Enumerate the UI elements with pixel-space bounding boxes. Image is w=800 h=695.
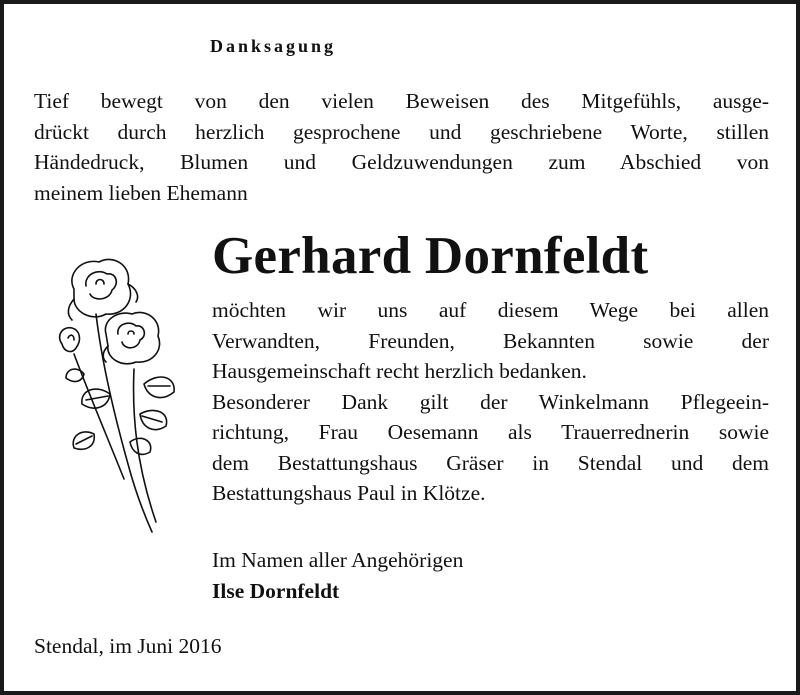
- closing-block: [212, 545, 463, 607]
- intro-line: meinem lieben Ehemann: [34, 180, 248, 205]
- intro-line: Händedruck, Blumen und Geldzuwendungen zum Abschied von: [34, 150, 769, 174]
- closing-text: Im Namen aller Angehörigen: [212, 548, 464, 572]
- body-line: Bestattungshaus Paul in Klötze.: [212, 481, 486, 505]
- body-line: Hausgemeinschaft recht herzlich bedanken.: [212, 359, 587, 383]
- heading: Danksagung: [210, 36, 337, 56]
- body-line: möchten wir uns auf diesem Wege bei allen: [212, 298, 769, 322]
- intro-paragraph: [34, 86, 769, 208]
- roses-icon: [44, 244, 184, 544]
- body-paragraph: [212, 295, 769, 509]
- place-date: Stendal, im Juni 2016: [34, 634, 222, 658]
- signer-name: Ilse Dornfeldt: [212, 579, 340, 603]
- intro-line: drückt durch herzlich gesprochene und geschriebene Worte, stillen: [34, 119, 769, 144]
- body-line: richtung, Frau Oesemann als Trauerrednerin sowie: [212, 420, 769, 444]
- intro-line: Tief bewegt von den vielen Beweisen des Mitgefühls, ausge-: [34, 89, 769, 113]
- body-line: Besonderer Dank gilt der Winkelmann Pflegeein-: [212, 389, 769, 414]
- body-line: Verwandten, Freunden, Bekannten sowie der: [212, 328, 769, 353]
- body-line: dem Bestattungshaus Gräser in Stendal und dem: [212, 450, 769, 475]
- deceased-name: Gerhard Dornfeldt: [212, 227, 649, 285]
